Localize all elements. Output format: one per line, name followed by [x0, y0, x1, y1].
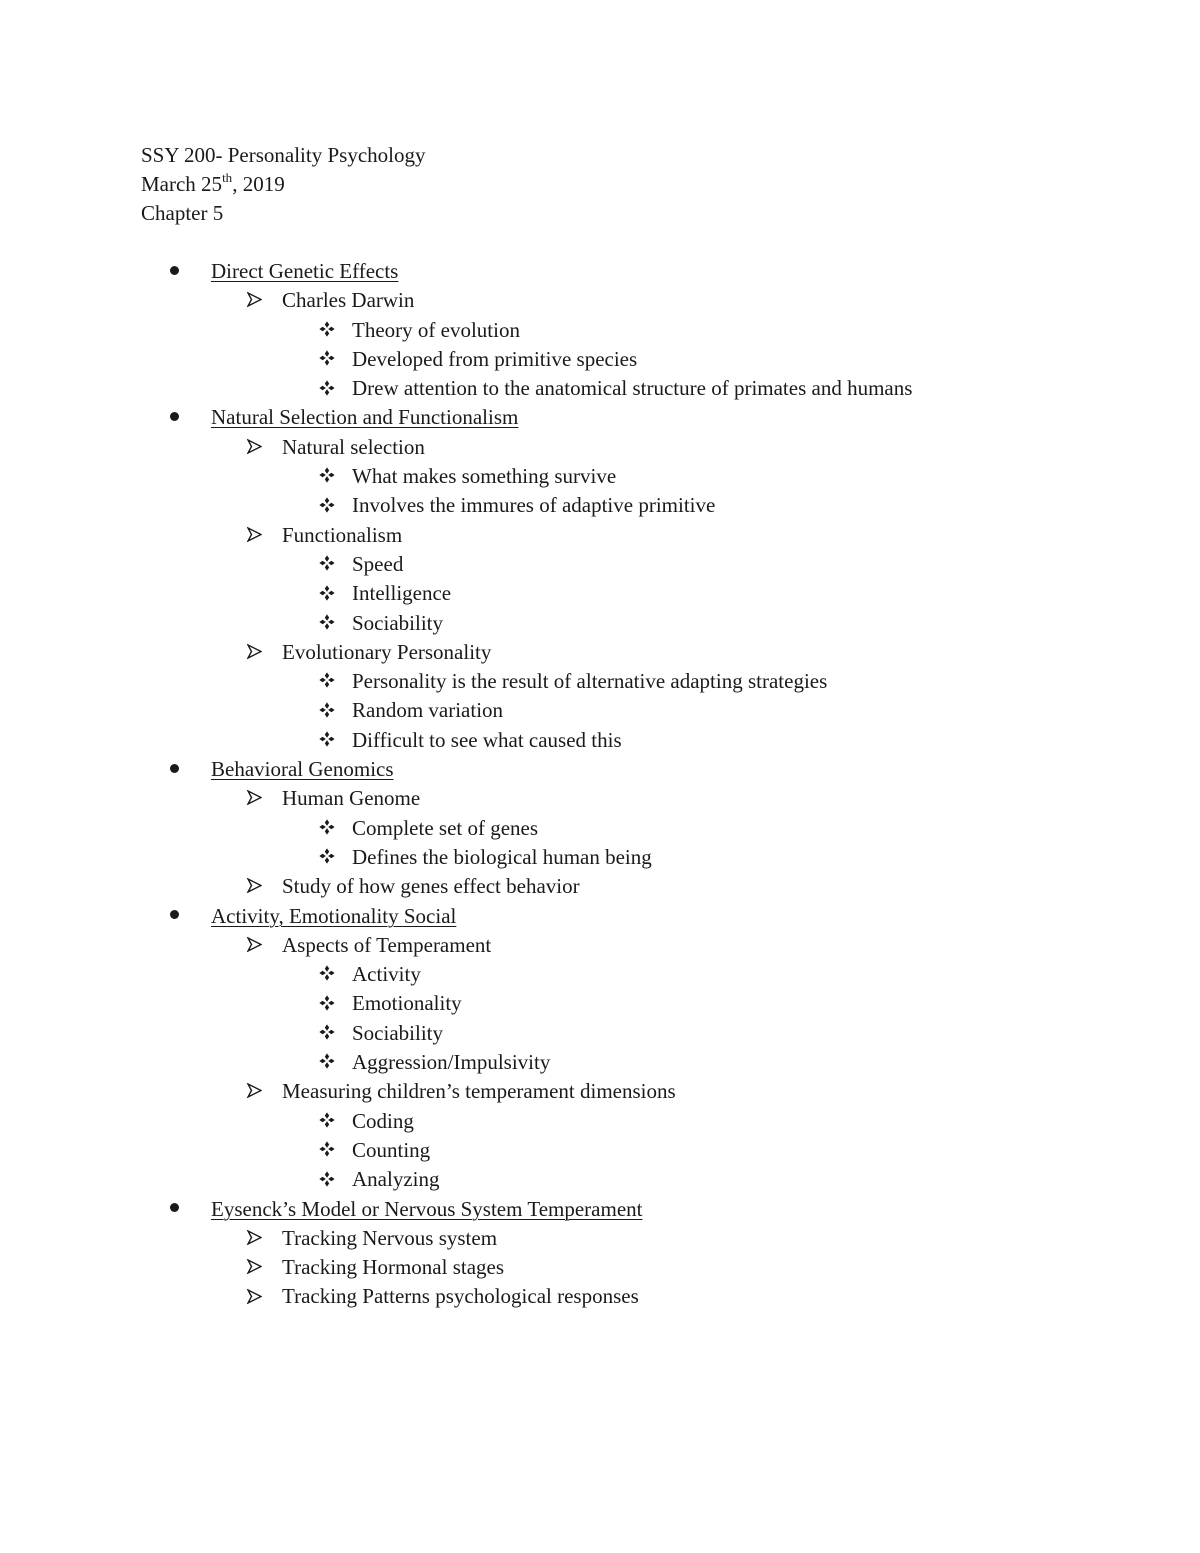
arrowhead-bullet-icon — [247, 638, 262, 667]
outline-subitem-row — [0, 1253, 1200, 1282]
outline-detail-row — [0, 1107, 1200, 1136]
section-heading-text: Activity, Emotionality Social — [211, 903, 457, 928]
outline-item-text: Aggression/Impulsivity — [352, 1050, 551, 1075]
outline-subitem-row — [0, 784, 1200, 813]
outline-heading-row — [0, 755, 1200, 784]
diamond-bullet-icon — [319, 345, 335, 374]
outline-item-text: Charles Darwin — [282, 288, 415, 313]
outline-detail-row — [0, 345, 1200, 374]
diamond-bullet-icon — [319, 843, 335, 872]
outline-item-text: Speed — [352, 551, 404, 576]
outline-subitem-row — [0, 1224, 1200, 1253]
outline-heading-row — [0, 257, 1200, 286]
outline-item-text: Coding — [352, 1108, 414, 1133]
outline-item-text: Functionalism — [282, 522, 403, 547]
outline-item-text: Analyzing — [352, 1167, 440, 1192]
diamond-bullet-icon — [319, 316, 335, 345]
outline-detail-row — [0, 462, 1200, 491]
diamond-bullet-icon — [319, 1048, 335, 1077]
outline-item-text: Evolutionary Personality — [282, 639, 492, 664]
outline-detail-row — [0, 316, 1200, 345]
outline-item-text: Random variation — [352, 698, 504, 723]
diamond-bullet-icon — [319, 814, 335, 843]
outline-item-text: Drew attention to the anatomical structure of primates and humans — [352, 376, 913, 401]
outline-subitem-row — [0, 286, 1200, 315]
outline-item-text: Measuring children’s temperament dimensions — [282, 1079, 676, 1104]
outline-subitem-row — [0, 1282, 1200, 1311]
outline-subitem-row — [0, 1077, 1200, 1106]
arrowhead-bullet-icon — [247, 931, 262, 960]
outline-item-text: Counting — [352, 1137, 431, 1162]
section-heading-text: Behavioral Genomics — [211, 757, 394, 782]
outline-item-text: Developed from primitive species — [352, 346, 638, 371]
outline-detail-row — [0, 696, 1200, 725]
notes-outline — [0, 257, 1200, 1312]
bullet-dot-icon — [170, 1195, 179, 1224]
outline-detail-row — [0, 726, 1200, 755]
outline-detail-row — [0, 579, 1200, 608]
diamond-bullet-icon — [319, 1136, 335, 1165]
diamond-bullet-icon — [319, 726, 335, 755]
document-header — [141, 141, 425, 228]
outline-detail-row — [0, 550, 1200, 579]
diamond-bullet-icon — [319, 374, 335, 403]
arrowhead-bullet-icon — [247, 1253, 262, 1282]
outline-item-text: Study of how genes effect behavior — [282, 874, 580, 899]
diamond-bullet-icon — [319, 1165, 335, 1194]
outline-item-text: Sociability — [352, 610, 443, 635]
outline-item-text: Tracking Nervous system — [282, 1225, 498, 1250]
outline-item-text: Human Genome — [282, 786, 421, 811]
outline-subitem-row — [0, 872, 1200, 901]
outline-detail-row — [0, 491, 1200, 520]
outline-item-text: Tracking Patterns psychological responses — [282, 1284, 639, 1309]
outline-item-text: Activity — [352, 962, 421, 987]
outline-detail-row — [0, 667, 1200, 696]
diamond-bullet-icon — [319, 1019, 335, 1048]
arrowhead-bullet-icon — [247, 433, 262, 462]
outline-detail-row — [0, 374, 1200, 403]
outline-item-text: What makes something survive — [352, 464, 617, 489]
outline-detail-row — [0, 989, 1200, 1018]
outline-item-text: Personality is the result of alternative adapting strategies — [352, 669, 828, 694]
outline-item-text: Difficult to see what caused this — [352, 727, 622, 752]
date-superscript: th — [222, 170, 233, 185]
section-heading-text: Natural Selection and Functionalism — [211, 405, 519, 430]
diamond-bullet-icon — [319, 1107, 335, 1136]
bullet-dot-icon — [170, 403, 179, 432]
outline-detail-row — [0, 1048, 1200, 1077]
diamond-bullet-icon — [319, 989, 335, 1018]
diamond-bullet-icon — [319, 960, 335, 989]
outline-detail-row — [0, 1165, 1200, 1194]
diamond-bullet-icon — [319, 609, 335, 638]
outline-detail-row — [0, 843, 1200, 872]
outline-detail-row — [0, 609, 1200, 638]
arrowhead-bullet-icon — [247, 1224, 262, 1253]
outline-item-text: Defines the biological human being — [352, 844, 652, 869]
outline-subitem-row — [0, 433, 1200, 462]
section-heading-text: Eysenck’s Model or Nervous System Temperament — [211, 1196, 643, 1221]
arrowhead-bullet-icon — [247, 1282, 262, 1311]
lecture-date — [141, 170, 425, 199]
outline-item-text: Tracking Hormonal stages — [282, 1255, 505, 1280]
outline-subitem-row — [0, 521, 1200, 550]
outline-item-text: Complete set of genes — [352, 815, 539, 840]
outline-detail-row — [0, 1019, 1200, 1048]
diamond-bullet-icon — [319, 462, 335, 491]
bullet-dot-icon — [170, 902, 179, 931]
date-suffix: , 2019 — [232, 172, 285, 196]
diamond-bullet-icon — [319, 579, 335, 608]
arrowhead-bullet-icon — [247, 521, 262, 550]
outline-detail-row — [0, 814, 1200, 843]
arrowhead-bullet-icon — [247, 1077, 262, 1106]
outline-heading-row — [0, 403, 1200, 432]
bullet-dot-icon — [170, 257, 179, 286]
diamond-bullet-icon — [319, 550, 335, 579]
outline-item-text: Intelligence — [352, 581, 452, 606]
bullet-dot-icon — [170, 755, 179, 784]
outline-item-text: Aspects of Temperament — [282, 932, 492, 957]
diamond-bullet-icon — [319, 696, 335, 725]
outline-item-text: Sociability — [352, 1020, 443, 1045]
diamond-bullet-icon — [319, 491, 335, 520]
outline-heading-row — [0, 902, 1200, 931]
outline-detail-row — [0, 960, 1200, 989]
diamond-bullet-icon — [319, 667, 335, 696]
section-heading-text: Direct Genetic Effects — [211, 259, 399, 283]
outline-heading-row — [0, 1195, 1200, 1224]
outline-detail-row — [0, 1136, 1200, 1165]
arrowhead-bullet-icon — [247, 784, 262, 813]
outline-item-text: Natural selection — [282, 434, 425, 459]
chapter-label: Chapter 5 — [141, 201, 224, 225]
outline-item-text: Involves the immures of adaptive primitive — [352, 493, 716, 518]
outline-subitem-row — [0, 638, 1200, 667]
outline-item-text: Theory of evolution — [352, 317, 520, 342]
outline-item-text: Emotionality — [352, 991, 462, 1016]
outline-subitem-row — [0, 931, 1200, 960]
date-prefix: March 25 — [141, 172, 223, 196]
arrowhead-bullet-icon — [247, 286, 262, 315]
course-title: SSY 200- Personality Psychology — [141, 143, 426, 167]
arrowhead-bullet-icon — [247, 872, 262, 901]
